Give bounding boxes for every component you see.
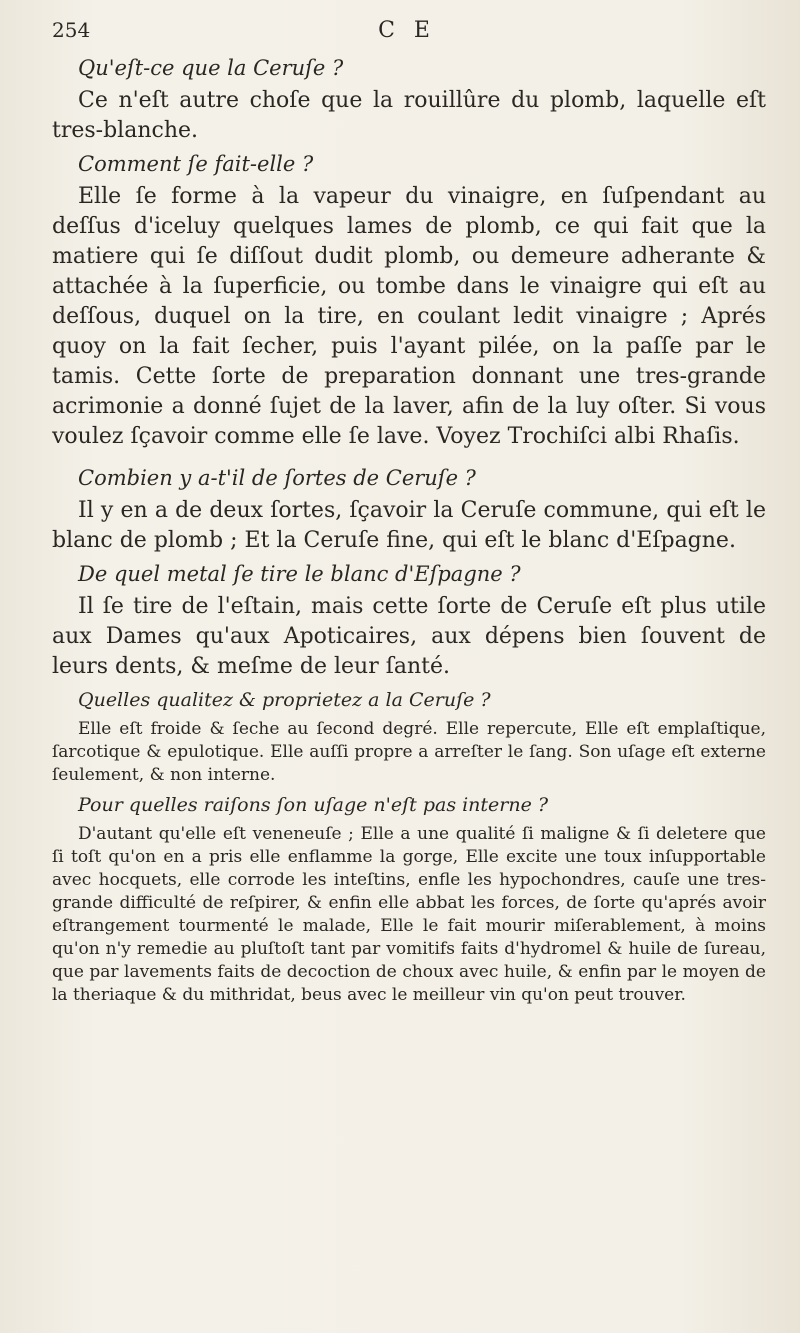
section [52,54,766,146]
answer: D'autant qu'elle eſt veneneuſe ; Elle a une qualité ſi maligne & ſi deletere que ſi toſt qu'on en a pris elle enflamme la gorge, Elle excite une toux inſupportable avec hocquets, elle corrode les inteſtins, enfle les hypochondres, cauſe une tres-grande difficulté de reſpirer, & enfin elle abbat les forces, de ſorte qu'aprés avoir eſtrangement tourmenté le malade, Elle le fait mourir miſerablement, à moins qu'on n'y remedie au pluſtoſt tant par vomitifs faits d'hydromel & huile de ſureau, que par lavements faits de decoction de choux avec huile, & enfin par le moyen de la theriaque & du mithridat, beus avec le meilleur vin qu'on peut trouver. [52,824,766,1005]
answer: Il ſe tire de l'eſtain, mais cette ſorte de Ceruſe eſt plus utile aux Dames qu'aux Apoticaires, aux dépens bien ſouvent de leurs dents, & meſme de leur ſanté. [52,594,766,679]
section [52,150,766,452]
answer: Ce n'eſt autre choſe que la rouillûre du plomb, laquelle eſt tres-blanche. [52,88,766,143]
section [52,560,766,682]
answer: Elle eſt froide & ſeche au ſecond degré. Elle repercute, Elle eſt emplaſtique, ſarcotique & epulotique. Elle auſſi propre a arreſter le ſang. Son uſage eſt externe ſeulement, & non interne. [52,719,766,785]
section [52,791,766,1007]
question: Comment ſe fait-elle ? [78,152,314,176]
question: Qu'eſt-ce que la Ceruſe ? [78,56,344,80]
section [52,686,766,787]
question: Quelles qualitez & proprietez a la Ceruſe ? [78,689,491,711]
running-head: C E [378,18,436,43]
page-header [52,18,766,50]
question: Combien y a-t'il de ſortes de Ceruſe ? [78,466,476,490]
question: De quel metal ſe tire le blanc d'Eſpagne ? [78,562,521,586]
question: Pour quelles raiſons ſon uſage n'eſt pas interne ? [78,794,549,816]
answer: Elle ſe forme à la vapeur du vinaigre, en ſuſpendant au deſſus d'iceluy quelques lames de plomb, ce qui fait que la matiere qui ſe diſſout dudit plomb, ou demeure adherante & attachée à la ſuperficie, ou tombe dans le vinaigre qui eſt au deſſous, duquel on la tire, en coulant ledit vinaigre ; Aprés quoy on la fait ſecher, puis l'ayant pilée, on la paſſe par le tamis. Cette ſorte de preparation donnant une tres-grande acrimonie a donné ſujet de la laver, afin de la luy oſter. Si vous voulez ſçavoir comme elle ſe lave. Voyez Trochiſci albi Rhaſis. [52,184,766,449]
answer: Il y en a de deux ſortes, ſçavoir la Ceruſe commune, qui eſt le blanc de plomb ; Et la Ceruſe fine, qui eſt le blanc d'Eſpagne. [52,498,766,553]
page-number: 254 [52,18,91,42]
section [52,464,766,556]
